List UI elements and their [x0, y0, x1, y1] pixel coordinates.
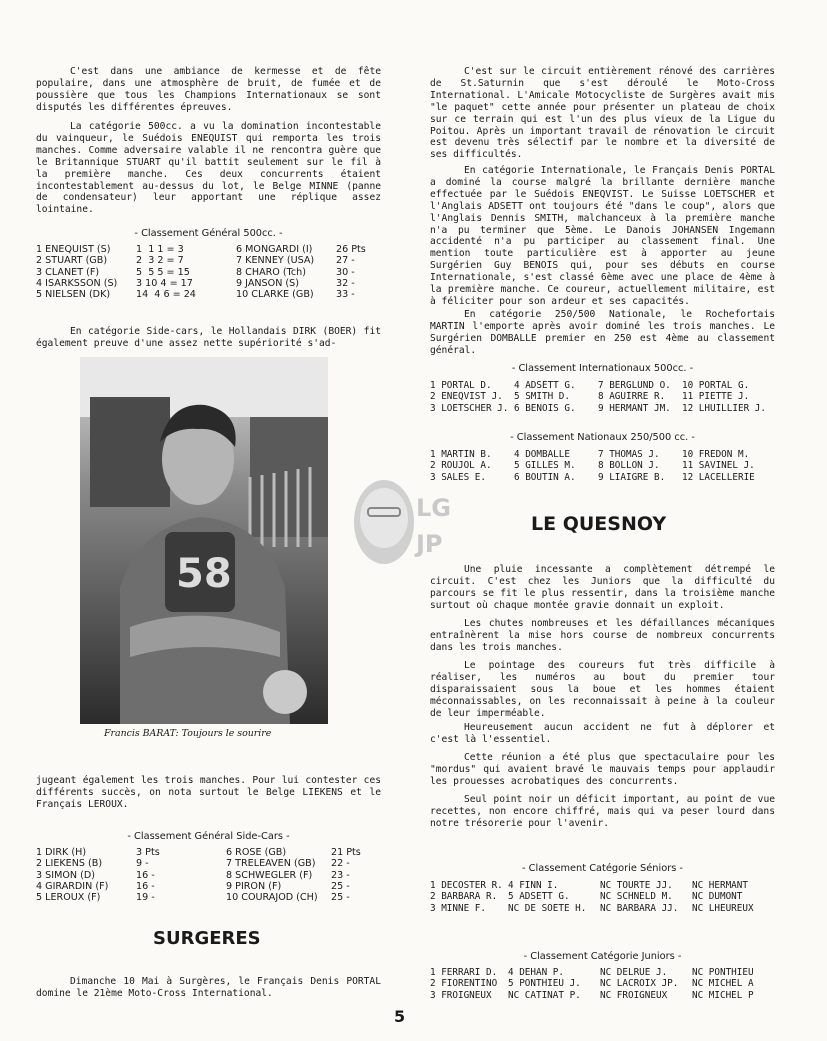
quesnoy-heading: LE QUESNOY: [531, 513, 667, 535]
table-cell: 21 Pts: [331, 847, 361, 858]
category-500-paragraph: La catégorie 500cc. a vu la domination incontestable du vainqueur, le Suédois ENEQUIST qui remporta les trois manches. Comme adversaire valable il ne rencontra guère que le Britannique STUART qu'il battit seulement sur le fil à la première manche. Ces deux concurrents étaient incontestablement au-dessus du lot, le Belge MINNE (panne de condensateur) leur apportant une réplique assez lointaine.: [36, 121, 381, 216]
table-cell: 9 PIRON (F): [226, 880, 282, 892]
table-cell: 12 LHUILLIER J.: [682, 402, 766, 414]
surgeres-national-paragraph: En catégorie 250/500 Nationale, le Rochefortais MARTIN l'emporte après avoir dominé les trois manches. Le Surgérien DOMBALLE premier en 250 est 4ème au classement général.: [430, 309, 775, 356]
table-cell: 1 1 1 = 3: [136, 244, 184, 255]
table-cell: 5 GILLES M.: [514, 460, 576, 472]
table-row: [430, 391, 775, 402]
table-row: [430, 880, 775, 891]
table-cell: 1 FERRARI D.: [430, 967, 498, 978]
classement-juniors-title: - Classement Catégorie Juniors -: [523, 951, 682, 962]
table-cell: 9 -: [136, 858, 149, 870]
table-cell: 3 Pts: [136, 847, 160, 858]
table-cell: 6 BENOIS G.: [514, 402, 576, 414]
table-cell: 5 NIELSEN (DK): [36, 289, 111, 301]
table-row: [430, 903, 775, 914]
table-cell: 3 MINNE F.: [430, 902, 486, 914]
table-cell: 14 4 6 = 24: [136, 289, 196, 301]
table-cell: NC DELRUE J.: [600, 967, 668, 978]
sidecar-continuation-paragraph: jugeant également les trois manches. Pour lui contester ces différents succès, on nota surtout le Belge LIEKENS et le Français LEROUX.: [36, 775, 381, 810]
table-cell: 8 SCHWEGLER (F): [226, 869, 313, 881]
surgeres-heading: SURGERES: [153, 928, 261, 949]
classement-nationaux-title: - Classement Nationaux 250/500 cc. -: [510, 432, 695, 443]
table-cell: NC PONTHIEU: [692, 967, 754, 978]
table-cell: 23 -: [331, 869, 350, 881]
surgeres-intro-paragraph: Dimanche 10 Mai à Surgères, le Français Denis PORTAL domine le 21ème Moto-Cross International.: [36, 976, 381, 999]
table-cell: 2 BARBARA R.: [430, 891, 498, 903]
table-cell: 2 ROUJOL A.: [430, 460, 492, 472]
table-row: [36, 267, 381, 278]
table-cell: NC MICHEL A: [692, 978, 754, 990]
table-cell: 5 LEROUX (F): [36, 892, 101, 904]
table-cell: 26 Pts: [336, 244, 366, 255]
table-row: [36, 881, 381, 892]
table-cell: NC FROIGNEUX: [600, 989, 668, 1001]
quesnoy-paragraph-2: Les chutes nombreuses et les défaillances mécaniques entraînèrent la mise hors course de nombreux concurrents dans les trois manches.: [430, 618, 775, 653]
table-cell: 33 -: [336, 289, 355, 301]
quesnoy-paragraph-4: Heureusement aucun accident ne fut à déplorer et c'est là l'essentiel.: [430, 722, 775, 745]
table-row: [430, 472, 775, 483]
table-cell: NC TOURTE JJ.: [600, 880, 673, 891]
classement-sidecars-title: - Classement Général Side-Cars -: [127, 831, 290, 842]
table-cell: 1 DECOSTER R.: [430, 880, 503, 891]
table-cell: 8 CHARO (Tch): [236, 266, 306, 278]
quesnoy-paragraph-1: Une pluie incessante a complètement détrempé le circuit. C'est chez les Juniors que la difficulté du parcours se fit le plus ressentir, dans la troisième manche surtout où chaque montée gravie donnait un exploit.: [430, 564, 775, 611]
table-cell: NC DE SOETE H.: [508, 902, 587, 914]
table-cell: 16 -: [136, 869, 155, 881]
watermark-text-top: LG: [416, 494, 451, 522]
classement-seniors-table: [430, 880, 775, 914]
photo-caption: Francis BARAT: Toujours le sourire: [104, 728, 272, 739]
table-cell: 3 SALES E.: [430, 471, 486, 483]
watermark-logo: [350, 474, 470, 570]
table-cell: 4 ADSETT G.: [514, 380, 576, 391]
classement-500-table: [36, 244, 381, 300]
table-cell: 2 FIORENTINO: [430, 978, 498, 990]
table-cell: 12 LACELLERIE: [682, 471, 755, 483]
table-cell: NC LACROIX JP.: [600, 978, 679, 990]
rider-photo: [80, 357, 328, 724]
table-cell: NC MICHEL P: [692, 989, 754, 1001]
table-cell: 4 ISARKSSON (S): [36, 277, 118, 289]
quesnoy-paragraph-3: Le pointage des coureurs fut très difficile à réaliser, les numéros au bout du premier tour disparaissaient sous la boue et les hommes étaient méconnaissables, on les reconnaissait à peine à la couleur de leur imperméable.: [430, 660, 775, 719]
table-row: [36, 892, 381, 903]
table-cell: NC BARBARA JJ.: [600, 902, 679, 914]
table-cell: 1 PORTAL D.: [430, 380, 492, 391]
intro-paragraph: C'est dans une ambiance de kermesse et de fête populaire, dans une atmosphère de bruit, de fumée et de poussière que tous les Champions Internationaux se sont disputés les différentes épreuves.: [36, 66, 381, 113]
table-cell: 9 JANSON (S): [236, 277, 299, 289]
table-cell: 2 3 2 = 7: [136, 255, 184, 267]
table-cell: 5 PONTHIEU J.: [508, 978, 581, 990]
svg-text:58: 58: [176, 551, 232, 597]
table-cell: 6 BOUTIN A.: [514, 471, 576, 483]
surgeres-international-paragraph: En catégorie Internationale, le Français Denis PORTAL a dominé la course malgré la brillante dernière manche effectuée par le Suédois ENEQVIST. Le Suisse LOETSCHER et l'Anglais ADSETT ont toujours été "dans le coup", alors que l'Anglais Dennis SMITH, malchanceux à la première manche n'a pu terminer que 5ème. Le Danois JOHANSEN Ingemann accidenté n'a pu participer au classement final. Une mention toute particulière est à apporter au jeune Surgérien Guy BENOIS qui, pour ses débuts en course Internationale, s'est classé 6ème avec une place de 4ème à la première manche. Ce coureur, actuellement militaire, est à féliciter pour son ardeur et ses capacités.: [430, 165, 775, 307]
table-cell: 8 AGUIRRE R.: [598, 391, 666, 403]
table-row: [430, 380, 775, 391]
table-cell: 19 -: [136, 892, 155, 904]
classement-sidecars-table: [36, 847, 381, 903]
table-cell: 27 -: [336, 255, 355, 267]
table-row: [36, 847, 381, 858]
table-cell: 6 ROSE (GB): [226, 847, 287, 858]
table-row: [36, 289, 381, 300]
table-cell: 5 SMITH D.: [514, 391, 570, 403]
classement-internationaux-title: - Classement Internationaux 500cc. -: [511, 363, 694, 374]
table-cell: 2 STUART (GB): [36, 255, 108, 267]
classement-juniors-table: [430, 967, 775, 1001]
table-cell: 7 THOMAS J.: [598, 449, 660, 460]
table-cell: 3 SIMON (D): [36, 869, 96, 881]
table-cell: 4 GIRARDIN (F): [36, 880, 109, 892]
table-cell: 10 PORTAL G.: [682, 380, 750, 391]
table-cell: 3 CLANET (F): [36, 266, 100, 278]
table-cell: NC SCHNELD M.: [600, 891, 673, 903]
table-row: [430, 449, 775, 460]
quesnoy-paragraph-6: Seul point noir un déficit important, au point de vue recettes, non encore chiffré, mais qui va peser lourd dans notre trésorerie pour l'avenir.: [430, 794, 775, 829]
table-cell: 5 5 5 = 15: [136, 266, 190, 278]
classement-internationaux-table: [430, 380, 775, 414]
table-cell: 2 LIEKENS (B): [36, 858, 103, 870]
table-cell: NC DUMONT: [692, 891, 743, 903]
table-cell: 9 HERMANT JM.: [598, 402, 671, 414]
table-cell: 7 BERGLUND O.: [598, 380, 671, 391]
quesnoy-paragraph-5: Cette réunion a été plus que spectaculaire pour les "mordus" qui avaient bravé le mauvais temps pour applaudir les prouesses acrobatiques des concurrents.: [430, 752, 775, 787]
classement-nationaux-table: [430, 449, 775, 483]
table-row: [430, 891, 775, 902]
table-cell: 2 ENEQVIST J.: [430, 391, 503, 403]
table-cell: 4 DOMBALLE: [514, 449, 570, 460]
table-cell: 30 -: [336, 266, 355, 278]
page-number: 5: [394, 1007, 406, 1026]
table-cell: 10 FREDON M.: [682, 449, 750, 460]
table-cell: 4 DEHAN P.: [508, 967, 564, 978]
table-row: [430, 978, 775, 989]
table-cell: 16 -: [136, 880, 155, 892]
table-cell: 22 -: [331, 858, 350, 870]
table-row: [36, 255, 381, 266]
table-cell: 7 KENNEY (USA): [236, 255, 315, 267]
table-cell: 3 LOETSCHER J.: [430, 402, 509, 414]
table-row: [36, 858, 381, 869]
table-cell: NC HERMANT: [692, 880, 748, 891]
surgeres-circuit-paragraph: C'est sur le circuit entièrement rénové des carrières de St.Saturnin que s'est déroulé le Moto-Cross International. L'Amicale Motocycliste de Surgères avait mis "le paquet" cette année pour présenter un plateau de choix sur ce terrain qui est l'un des plus vieux de la Ligue du Poitou. Après un important travail de rénovation le circuit est devenu très sélectif par le nombre et la diversité de ses difficultés.: [430, 66, 775, 161]
table-row: [430, 403, 775, 414]
watermark-text-bottom: JP: [416, 530, 443, 558]
table-cell: 11 PIETTE J.: [682, 391, 750, 403]
classement-500-title: - Classement Général 500cc. -: [134, 228, 283, 239]
table-cell: 1 ENEQUIST (S): [36, 244, 111, 255]
table-row: [36, 870, 381, 881]
table-cell: NC LHEUREUX: [692, 902, 754, 914]
table-cell: 3 FROIGNEUX: [430, 989, 492, 1001]
table-row: [430, 967, 775, 978]
table-cell: 7 TRELEAVEN (GB): [226, 858, 316, 870]
table-cell: 9 LIAIGRE B.: [598, 471, 666, 483]
table-cell: 1 DIRK (H): [36, 847, 87, 858]
table-cell: 11 SAVINEL J.: [682, 460, 755, 472]
table-cell: 25 -: [331, 880, 350, 892]
table-cell: 6 MONGARDI (I): [236, 244, 313, 255]
table-cell: 32 -: [336, 277, 355, 289]
sidecar-intro-paragraph: En catégorie Side-cars, le Hollandais DIRK (BOER) fit également preuve d'une assez nette supériorité s'ad-: [36, 326, 381, 349]
table-row: [430, 460, 775, 471]
table-row: [430, 990, 775, 1001]
table-cell: 10 CLARKE (GB): [236, 289, 314, 301]
table-cell: 10 COURAJOD (CH): [226, 892, 318, 904]
classement-seniors-title: - Classement Catégorie Séniors -: [522, 863, 683, 874]
table-row: [36, 278, 381, 289]
table-cell: NC CATINAT P.: [508, 989, 581, 1001]
table-cell: 25 -: [331, 892, 350, 904]
table-cell: 1 MARTIN B.: [430, 449, 492, 460]
table-cell: 3 10 4 = 17: [136, 277, 193, 289]
table-cell: 8 BOLLON J.: [598, 460, 660, 472]
table-row: [36, 244, 381, 255]
rider-photo-image: [80, 357, 328, 724]
table-cell: 5 ADSETT G.: [508, 891, 570, 903]
table-cell: 4 FINN I.: [508, 880, 559, 891]
